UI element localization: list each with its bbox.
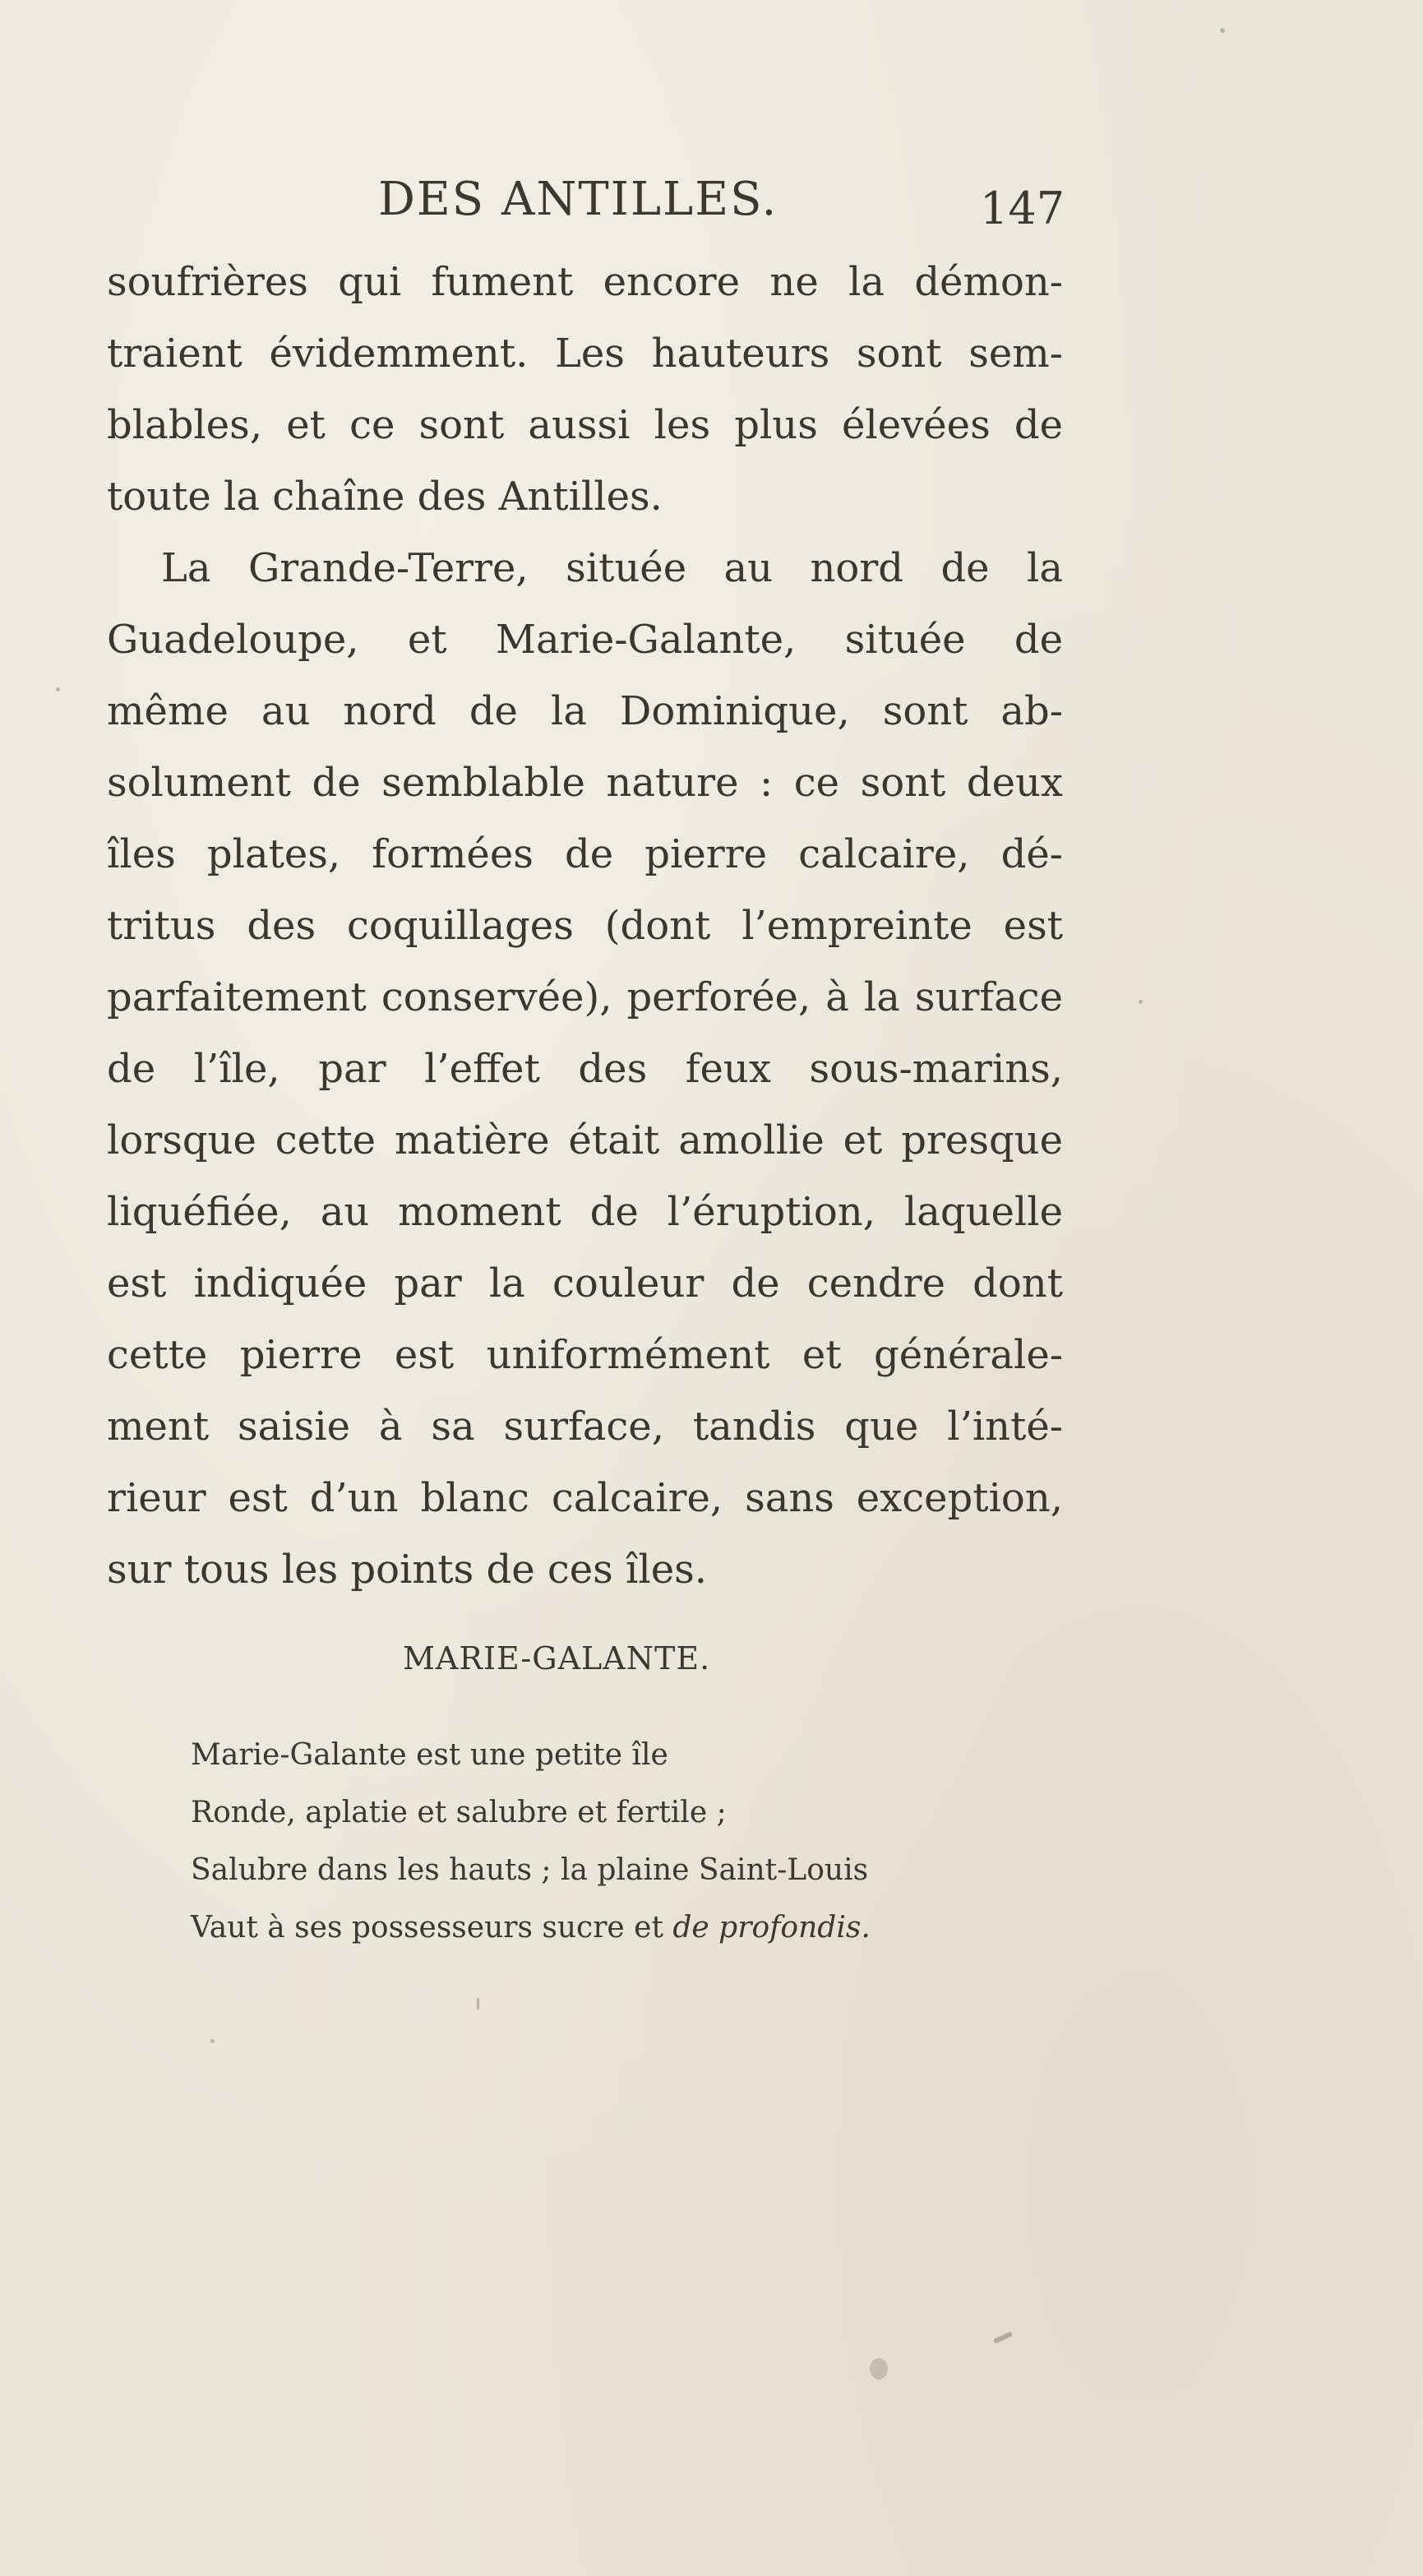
verse-line: Ronde, aplatie et salubre et fertile ; (191, 1796, 727, 1829)
text-line: de l’île, par l’effet des feux sous-marins, (107, 1046, 1063, 1092)
section-title: MARIE-GALANTE. (403, 1640, 711, 1676)
text-line: traient évidemment. Les hauteurs sont sem- (107, 331, 1063, 377)
text-line: blables, et ce sont aussi les plus élevées de (107, 402, 1063, 448)
text-line: tritus des coquillages (dont l’empreinte est (107, 903, 1063, 949)
text-line: Guadeloupe, et Marie-Galante, située de (107, 617, 1063, 663)
text-line: La Grande-Terre, située au nord de la (161, 545, 1063, 591)
page-number: 147 (980, 183, 1065, 234)
running-title: DES ANTILLES. (378, 173, 778, 226)
verse (191, 1727, 931, 1957)
text-line: liquéfiée, au moment de l’éruption, laquelle (107, 1189, 1063, 1235)
text-line: rieur est d’un blanc calcaire, sans exception, (107, 1475, 1063, 1521)
text-line: îles plates, formées de pierre calcaire, dé- (107, 831, 1063, 877)
verse-line (191, 1899, 931, 1957)
text-line: toute la chaîne des Antilles. (107, 474, 663, 520)
text-line: parfaitement conservée), perforée, à la surface (107, 974, 1063, 1020)
text-line: cette pierre est uniformément et générale- (107, 1332, 1063, 1378)
paper-speck (56, 687, 60, 691)
text-line: même au nord de la Dominique, sont ab- (107, 688, 1063, 734)
text-line: sur tous les points de ces îles. (107, 1547, 708, 1593)
verse-line: Salubre dans les hauts ; la plaine Saint-Louis (191, 1853, 869, 1887)
body-text (107, 247, 1063, 1606)
paper-speck (993, 2331, 1013, 2344)
paper-speck (210, 2039, 215, 2043)
text-line: soufrières qui fument encore ne la démon- (107, 259, 1063, 305)
verse-italic-phrase: de profondis. (672, 1911, 871, 1945)
paper-speck (1220, 28, 1225, 33)
verse-line: Marie-Galante est une petite île (191, 1738, 668, 1772)
paper-speck (870, 2358, 888, 2379)
verse-line-start: Vaut à ses possesseurs sucre et (191, 1911, 673, 1945)
text-line: lorsque cette matière était amollie et presque (107, 1117, 1063, 1163)
paper-speck (477, 1998, 479, 2009)
text-line: solument de semblable nature : ce sont deux (107, 760, 1063, 806)
text-line: est indiquée par la couleur de cendre dont (107, 1260, 1063, 1306)
text-line: ment saisie à sa surface, tandis que l’inté- (107, 1404, 1063, 1450)
paper-speck (1139, 1000, 1143, 1004)
